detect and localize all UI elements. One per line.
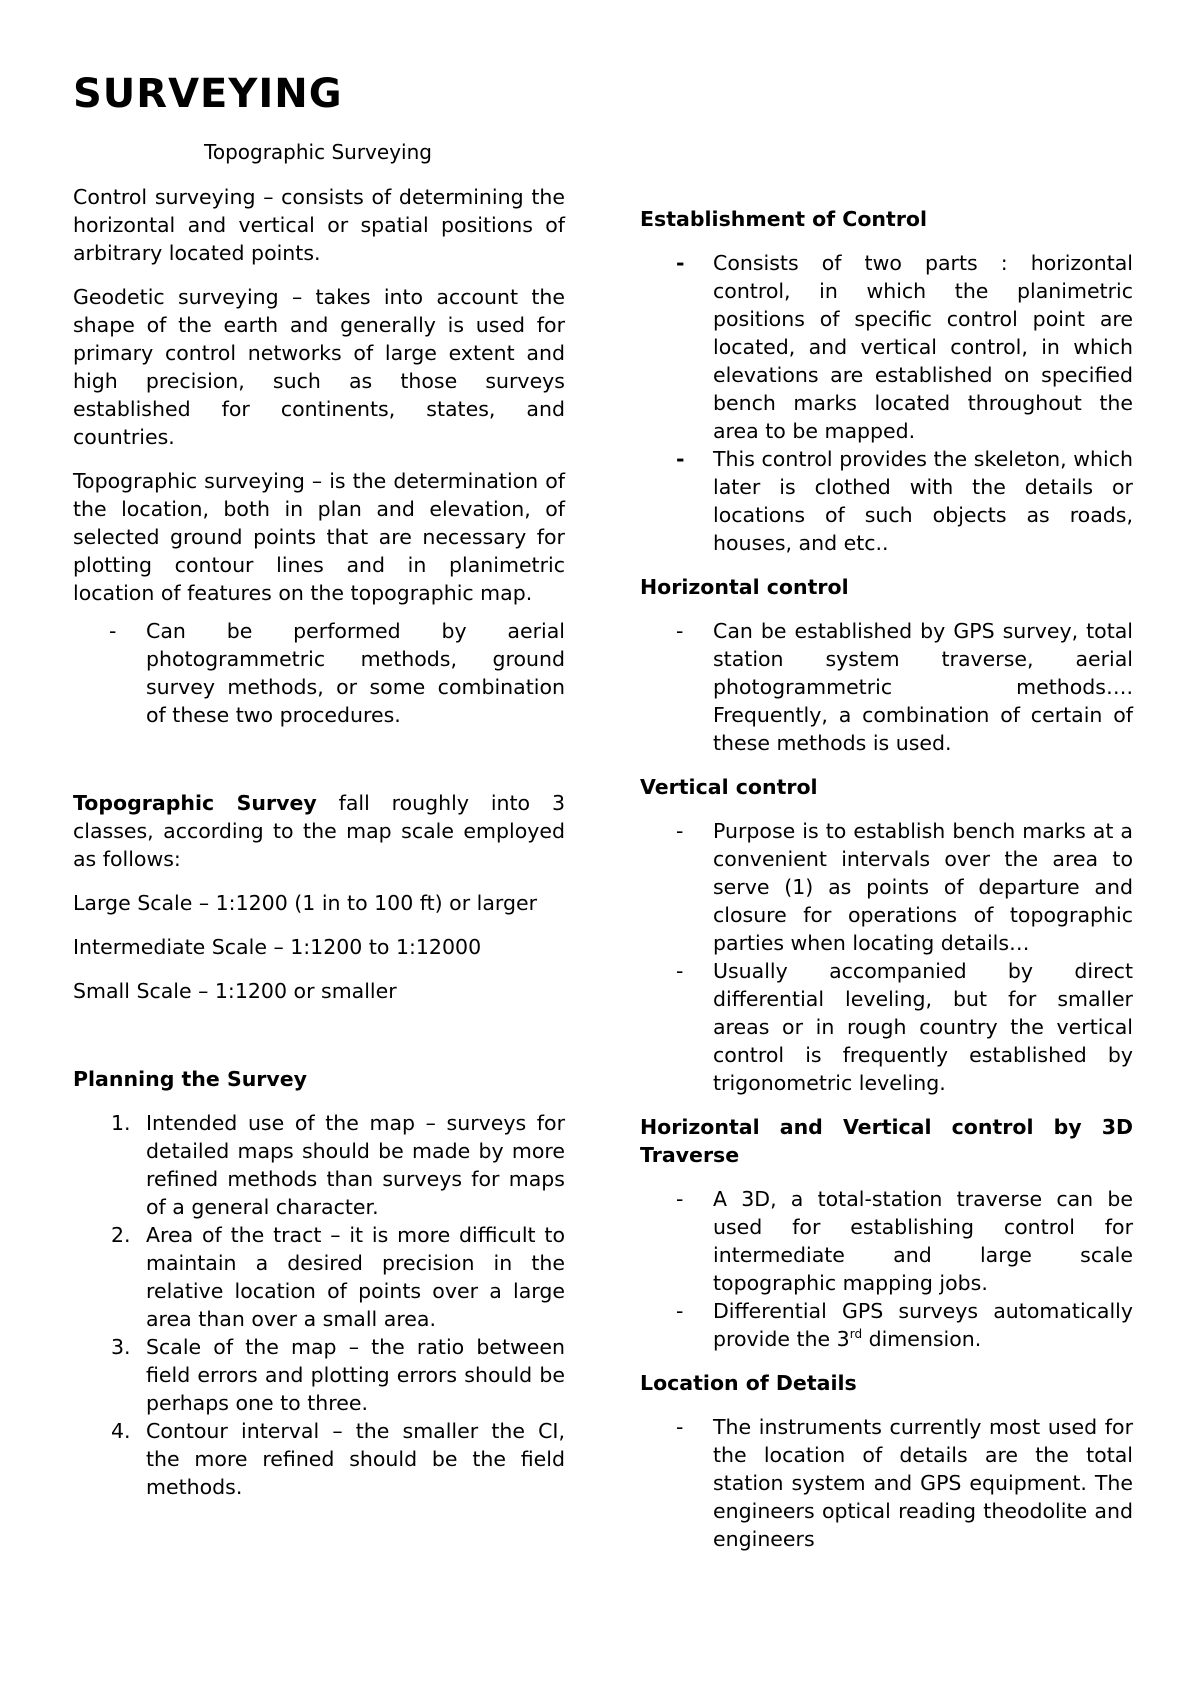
list-item bbox=[640, 445, 1133, 557]
section-heading-horizontal-control: Horizontal control bbox=[640, 575, 849, 599]
list-item-text-tail: dimension. bbox=[862, 1327, 982, 1351]
list-item-text: The instruments currently most used for the location of details are the total station system and GPS equipment. The engineers optical reading theodolite and engineers bbox=[713, 1415, 1133, 1551]
list-item-text: Scale of the map – the ratio between field errors and plotting errors should be perhaps one to three. bbox=[146, 1335, 565, 1415]
list-item-text: Can be performed by aerial photogrammetric methods, ground survey methods, or some combination of these two procedures. bbox=[146, 619, 565, 727]
list-item bbox=[640, 1297, 1133, 1353]
list-item bbox=[640, 1185, 1133, 1297]
dash-marker: - bbox=[676, 819, 684, 843]
section-heading-planning: Planning the Survey bbox=[73, 1067, 308, 1091]
list-number: 3. bbox=[111, 1335, 131, 1359]
list-item-text: Consists of two parts : horizontal control, in which the planimetric positions of specific control point are located, and vertical control, in which elevations are established on specified bench marks located throughout the area to be mapped. bbox=[713, 251, 1133, 443]
dash-marker: - bbox=[676, 251, 685, 275]
traverse-list bbox=[640, 1185, 1133, 1353]
dash-marker: - bbox=[676, 447, 685, 471]
dash-marker: - bbox=[676, 1415, 684, 1439]
paragraph-geodetic-surveying: Geodetic surveying – takes into account the shape of the earth and generally is used for primary control networks of large extent and high precision, such as those surveys established for continents, states, and countries. bbox=[73, 285, 565, 449]
section-heading-3d-traverse: Horizontal and Vertical control by 3D Traverse bbox=[640, 1115, 1133, 1167]
vertical-control-list bbox=[640, 817, 1133, 1097]
list-item-text: This control provides the skeleton, which later is clothed with the details or locations of such objects as roads, houses, and etc.. bbox=[713, 447, 1133, 555]
list-item bbox=[73, 1109, 565, 1221]
document-title: SURVEYING bbox=[73, 71, 343, 117]
list-item bbox=[73, 617, 565, 729]
list-item bbox=[640, 1413, 1133, 1553]
section-heading-location-of-details: Location of Details bbox=[640, 1371, 857, 1395]
ordinal-superscript: rd bbox=[849, 1327, 863, 1341]
topographic-bullet-list bbox=[73, 617, 565, 729]
list-item bbox=[73, 1221, 565, 1333]
planning-numbered-list bbox=[73, 1109, 565, 1501]
list-item bbox=[640, 249, 1133, 445]
large-scale-line: Large Scale – 1:1200 (1 in to 100 ft) or larger bbox=[73, 891, 538, 915]
list-item-text: Intended use of the map – surveys for detailed maps should be made by more refined methods than surveys for maps of a general character. bbox=[146, 1111, 565, 1219]
list-item-text: Usually accompanied by direct differential leveling, but for smaller areas or in rough country the vertical control is frequently established by trigonometric leveling. bbox=[713, 959, 1133, 1095]
dash-marker: - bbox=[676, 1299, 684, 1323]
paragraph-control-surveying: Control surveying – consists of determining the horizontal and vertical or spatial positions of arbitrary located points. bbox=[73, 185, 565, 265]
list-item-text: Contour interval – the smaller the CI, the more refined should be the field methods. bbox=[146, 1419, 565, 1499]
paragraph-survey-classes bbox=[73, 789, 565, 873]
small-scale-line: Small Scale – 1:1200 or smaller bbox=[73, 979, 397, 1003]
list-item-text: Differential GPS surveys automatically provide the 3 bbox=[713, 1299, 1133, 1351]
list-number: 4. bbox=[111, 1419, 131, 1443]
right-column bbox=[640, 205, 1133, 1569]
list-item-text: Purpose is to establish bench marks at a convenient intervals over the area to serve (1) as points of departure and closure for operations of topographic parties when locating details… bbox=[713, 819, 1133, 955]
horizontal-control-list bbox=[640, 617, 1133, 757]
establishment-list bbox=[640, 249, 1133, 557]
intermediate-scale-line: Intermediate Scale – 1:1200 to 1:12000 bbox=[73, 935, 482, 959]
list-number: 1. bbox=[111, 1111, 131, 1135]
list-item bbox=[640, 817, 1133, 957]
section-heading-establishment: Establishment of Control bbox=[640, 207, 928, 231]
list-item bbox=[73, 1417, 565, 1501]
spacer bbox=[73, 1021, 565, 1065]
list-item bbox=[640, 617, 1133, 757]
dash-marker: - bbox=[109, 619, 117, 643]
dash-marker: - bbox=[676, 959, 684, 983]
list-item bbox=[73, 1333, 565, 1417]
dash-marker: - bbox=[676, 1187, 684, 1211]
paragraph-text: fall roughly into 3 classes, according to the map scale employed as follows: bbox=[73, 791, 565, 871]
spacer bbox=[73, 745, 565, 789]
list-item-text: A 3D, a total-station traverse can be used for establishing control for intermediate and large scale topographic mapping jobs. bbox=[713, 1187, 1133, 1295]
list-number: 2. bbox=[111, 1223, 131, 1247]
document-subtitle: Topographic Surveying bbox=[204, 140, 432, 164]
details-list bbox=[640, 1413, 1133, 1553]
list-item-text: Area of the tract – it is more difficult to maintain a desired precision in the relative location of points over a large area than over a small area. bbox=[146, 1223, 565, 1331]
bold-term: Topographic Survey bbox=[73, 791, 317, 815]
section-heading-vertical-control: Vertical control bbox=[640, 775, 818, 799]
left-column bbox=[73, 183, 565, 1517]
list-item bbox=[640, 957, 1133, 1097]
paragraph-topographic-surveying: Topographic surveying – is the determination of the location, both in plan and elevation, of selected ground points that are necessary for plotting contour lines and in planimetric location of features on the topographic map. bbox=[73, 469, 565, 605]
dash-marker: - bbox=[676, 619, 684, 643]
list-item-text: Can be established by GPS survey, total station system traverse, aerial photogrammetric methods…. Frequently, a combination of certain of these methods is used. bbox=[713, 619, 1133, 755]
